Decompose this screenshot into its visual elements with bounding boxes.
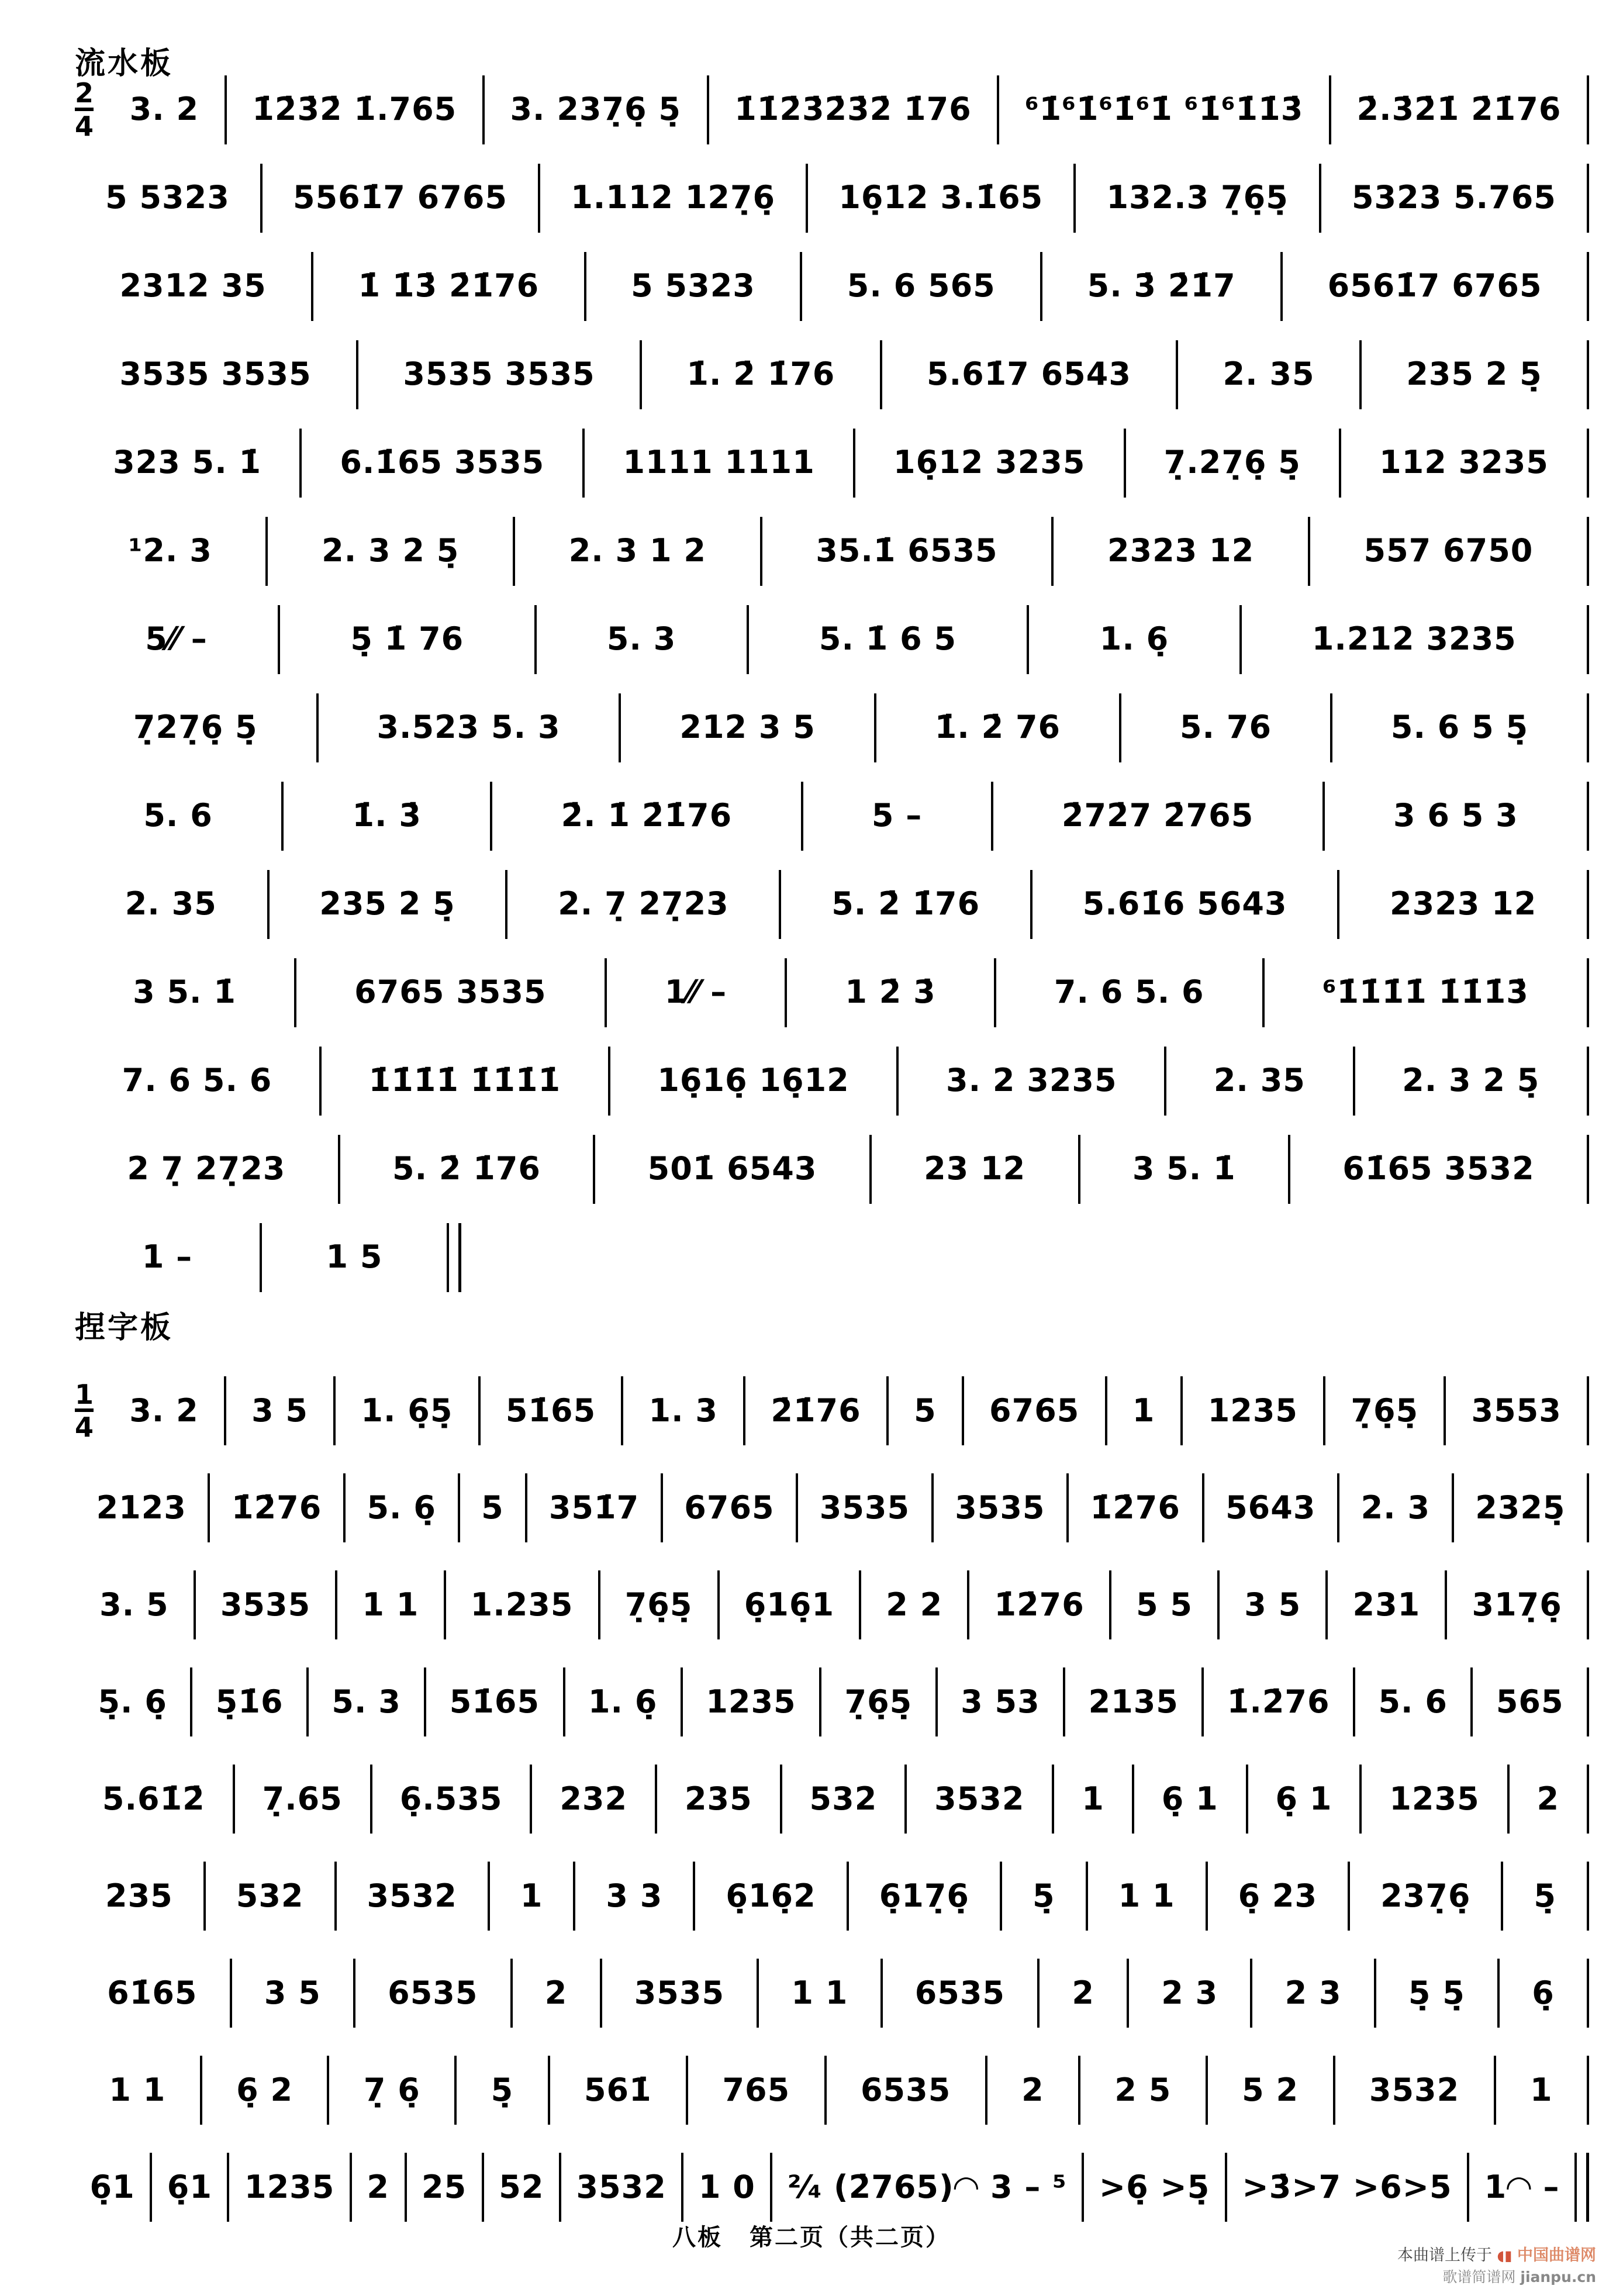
section1-label: 流水板: [75, 46, 174, 81]
measure: 1̇. 3̇: [352, 797, 422, 834]
measure: 5 –: [871, 797, 923, 834]
measure: 3535: [955, 1489, 1045, 1526]
score-line: [75, 1459, 1589, 1556]
measure: 235: [684, 1780, 752, 1817]
measure: 2̇1̇76: [771, 1392, 861, 1429]
measure: 5. 3: [331, 1683, 401, 1720]
barline: [1587, 693, 1589, 762]
measure: 3 5. 1̇: [133, 973, 236, 1011]
watermark-brand: 中国曲谱网: [1517, 2246, 1596, 2264]
measure: 6535: [914, 1974, 1005, 2011]
measure: 132.3 7̣6̣5̣: [1106, 179, 1289, 216]
measure: 1235: [1207, 1392, 1298, 1429]
score-line: [75, 419, 1589, 507]
measure: 1.212 3235: [1311, 620, 1517, 658]
measure: 212 3 5: [679, 709, 816, 746]
score-line: [75, 330, 1589, 419]
measure: 5⁄⁄ –: [145, 620, 208, 658]
score-line: [75, 1848, 1589, 1945]
measure: 1: [1132, 1392, 1155, 1429]
measure: 5323 5.765: [1351, 179, 1556, 216]
time-signature-denominator: 4: [75, 108, 94, 140]
measure: 5. 3: [606, 620, 676, 658]
measure: 7. 6 5. 6: [1054, 973, 1204, 1011]
measure: 2: [1536, 1780, 1560, 1817]
measure: ¹2. 3: [128, 532, 212, 569]
measure: 3535: [634, 1974, 725, 2011]
measure: 5. 6 5 5̣: [1390, 709, 1529, 746]
measure: 2 3: [1284, 1974, 1342, 2011]
watermark-site-line: [1397, 2267, 1596, 2288]
measure: 557 6750: [1363, 532, 1534, 569]
watermark-logo-icon: ◖▮: [1497, 2247, 1513, 2264]
measure: 51̇65: [449, 1683, 540, 1720]
watermark-upload-text: 本曲谱上传于: [1397, 2246, 1492, 2264]
measure: 3 3: [606, 1877, 663, 1914]
measure: 3 5. 1̇: [1132, 1150, 1236, 1187]
measure: 235: [105, 1877, 173, 1914]
score-line: [75, 1213, 1589, 1301]
measure: 3. 5: [99, 1586, 169, 1623]
measure: 6̣ 1: [1275, 1780, 1332, 1817]
barline: [1587, 1047, 1589, 1116]
measure: 3. 2: [129, 1392, 199, 1429]
measure: 2. 3 1 2: [568, 532, 706, 569]
measure: >3̇>7 >6>5: [1242, 2168, 1452, 2205]
measure: 5̣1̇6: [215, 1683, 284, 1720]
measure: 2 7̣ 27̣23: [127, 1150, 286, 1187]
measure: 2135: [1088, 1683, 1179, 1720]
measure: 3535: [220, 1586, 311, 1623]
measure: 5643: [1225, 1489, 1316, 1526]
measure: 2. 35: [125, 885, 217, 923]
measure: 5 5: [1136, 1586, 1193, 1623]
barline: [1587, 2056, 1589, 2125]
watermark-site-name: 歌谱简谱网: [1442, 2269, 1516, 2286]
barline: [1587, 340, 1589, 409]
measure: 1.235: [470, 1586, 574, 1623]
barline: [1587, 1570, 1589, 1639]
measure: 6765: [684, 1489, 775, 1526]
score-line: [75, 65, 1589, 154]
measure: 1: [520, 1877, 543, 1914]
measure: 6̣ 2: [236, 2071, 293, 2108]
measure: 5 5323: [105, 179, 230, 216]
section2-lines: [75, 1362, 1589, 2236]
measure: 1235: [244, 2168, 335, 2205]
measure: 3 6 5 3: [1393, 797, 1518, 834]
measure: 1̇ 1̇3̇ 2̇1̇76: [358, 267, 540, 305]
measure: 2 5: [1114, 2071, 1172, 2108]
measure: 532: [236, 1877, 304, 1914]
measure: 1.112 127̣6̣: [571, 179, 776, 216]
measure: 235 2 5̣: [319, 885, 455, 923]
measure: 2323 12: [1107, 532, 1255, 569]
measure: 1̇2̇76: [994, 1586, 1085, 1623]
measure: 565: [1496, 1683, 1564, 1720]
watermark: [1397, 2244, 1596, 2288]
score-line: [75, 1945, 1589, 2042]
measure: 5̣: [1032, 1877, 1055, 1914]
measure: 765: [722, 2071, 790, 2108]
barline: [1587, 605, 1589, 674]
final-barline: [1574, 2153, 1589, 2222]
measure: 1◠ –: [1484, 2168, 1560, 2205]
measure: 16̣16̣ 16̣12: [657, 1062, 850, 1099]
measure: 5. 2̇ 1̇76: [392, 1150, 541, 1187]
barline: [1587, 75, 1589, 144]
measure: 5: [481, 1489, 504, 1526]
measure: 3535 3535: [403, 355, 595, 393]
score-line: [75, 1556, 1589, 1653]
barline: [1587, 1135, 1589, 1204]
barline: [1587, 782, 1589, 851]
measure: 2: [1072, 1974, 1094, 2011]
section1-lines: [75, 65, 1589, 1301]
measure: 5.61̇7 6543: [927, 355, 1131, 393]
measure: 7̣ 6̣: [363, 2071, 420, 2108]
measure: 5. 3̇ 2̇1̇7: [1087, 267, 1236, 305]
score-line: [75, 1037, 1589, 1125]
measure: 2: [367, 2168, 389, 2205]
measure: 52: [499, 2168, 544, 2205]
measure: 7̣6̣5̣: [1351, 1392, 1419, 1429]
measure: 5. 6 565: [847, 267, 996, 305]
measure: 351̇7: [548, 1489, 640, 1526]
score-line: [75, 154, 1589, 242]
measure: 6765 3535: [354, 973, 547, 1011]
score-line: [75, 948, 1589, 1037]
measure: 6̣1: [89, 2168, 135, 2205]
measure: 1 1: [362, 1586, 419, 1623]
measure: 112 3235: [1379, 444, 1549, 481]
score-line: [75, 860, 1589, 948]
measure: 1235: [706, 1683, 796, 1720]
measure: 2. 35: [1223, 355, 1315, 393]
measure: 532: [809, 1780, 878, 1817]
measure: 237̣6̣: [1380, 1877, 1471, 1914]
score-line: [75, 772, 1589, 860]
page-footer: [0, 2219, 1623, 2252]
measure: 1 0: [698, 2168, 755, 2205]
barline: [1587, 164, 1589, 233]
measure: 2. 35: [1213, 1062, 1306, 1099]
measure: 3535: [819, 1489, 910, 1526]
score-line: [75, 1125, 1589, 1213]
measure: 561̇: [583, 2071, 652, 2108]
measure: 1 2̇ 3̇: [845, 973, 936, 1011]
measure: 1̇1̇2̇3̇2̇3̇2̇ 1̇76: [734, 91, 972, 128]
measure: 1 1: [109, 2071, 166, 2108]
measure: 2: [1021, 2071, 1044, 2108]
measure: ⁶1̇1̇1̇1̇ 1̇1̇1̇3̇: [1322, 973, 1529, 1011]
measure: 3532: [934, 1780, 1025, 1817]
measure: 2325̣: [1475, 1489, 1566, 1526]
measure: ²⁄₄ (2̇765)◠ 3 – ⁵: [787, 2168, 1067, 2205]
score-line: [75, 242, 1589, 330]
watermark-site-url: jianpu.cn: [1520, 2269, 1596, 2286]
barline: [1587, 1959, 1589, 2028]
measure: 25: [422, 2168, 467, 2205]
measure: 7̣.65: [262, 1780, 343, 1817]
time-signature-numerator: 1: [75, 1378, 94, 1410]
measure: 1. 6̣5̣: [361, 1392, 453, 1429]
measure: 3 5: [1244, 1586, 1301, 1623]
measure: 1 1: [791, 1974, 848, 2011]
measure: 2̇.3̇2̇1̇ 2̇1̇76: [1356, 91, 1562, 128]
time-signature: [75, 1380, 94, 1442]
time-signature-numerator: 2: [75, 77, 94, 109]
measure: 6̣ 23: [1238, 1877, 1318, 1914]
score-line: [75, 507, 1589, 595]
barline: [1587, 1473, 1589, 1542]
measure: 1: [1529, 2071, 1553, 2108]
measure: 1111 1111: [623, 444, 815, 481]
measure: 231: [1352, 1586, 1421, 1623]
measure: 5. 1̇ 6 5: [819, 620, 957, 658]
measure: 6535: [388, 1974, 478, 2011]
measure: 2. 3 2 5̣: [322, 532, 460, 569]
score-line: [75, 2042, 1589, 2139]
measure: 2̇. 1̇ 2̇1̇76: [561, 797, 733, 834]
measure: 6̣16̣1: [744, 1586, 835, 1623]
measure: 35.1̇ 6535: [816, 532, 998, 569]
measure: 5̣ 5̣: [1408, 1974, 1465, 2011]
score-line: [75, 683, 1589, 772]
final-barline: [447, 1223, 461, 1292]
measure: 317̣6̣: [1472, 1586, 1562, 1623]
measure: 2̇72̇7 2̇765: [1061, 797, 1254, 834]
measure: 6̣ 1: [1161, 1780, 1218, 1817]
score-line: [75, 1751, 1589, 1848]
score-line: [75, 1362, 1589, 1459]
measure: 1̇2̇3̇2̇ 1̇.765: [252, 91, 457, 128]
measure: 3. 237̣6̣ 5̣: [510, 91, 681, 128]
measure: 232: [560, 1780, 628, 1817]
measure: 1. 6̣: [588, 1683, 658, 1720]
section2-label: 捏字板: [75, 1310, 174, 1345]
measure: 1 5: [326, 1238, 383, 1276]
measure: 2. 3: [1360, 1489, 1431, 1526]
measure: 3. 2 3235: [946, 1062, 1117, 1099]
measure: 1⁄⁄ –: [664, 973, 727, 1011]
measure: ⁶1̇⁶1̇⁶1̇⁶1̇ ⁶1̇⁶1̇1̇3̇: [1024, 91, 1304, 128]
measure: 16̣12 3235: [893, 444, 1086, 481]
measure: 2 2: [886, 1586, 943, 1623]
measure: 1̇2̇76: [232, 1489, 322, 1526]
barline: [1587, 252, 1589, 321]
measure: 5̣ 1̇ 76: [350, 620, 464, 658]
measure: 2123: [96, 1489, 187, 1526]
measure: 6̣1: [167, 2168, 212, 2205]
measure: 1̇1̇1̇1̇ 1̇1̇1̇1̇: [368, 1062, 561, 1099]
measure: 6765: [989, 1392, 1080, 1429]
measure: 5̣. 6̣: [98, 1683, 167, 1720]
measure: 3532: [576, 2168, 667, 2205]
measure: 51̇65: [505, 1392, 596, 1429]
measure: 3. 2: [129, 91, 199, 128]
measure: 2. 7̣ 27̣23: [558, 885, 729, 923]
measure: 2. 3 2 5̣: [1402, 1062, 1540, 1099]
measure: 23 12: [924, 1150, 1026, 1187]
measure: 6.1̇65 3535: [340, 444, 545, 481]
measure: 2: [544, 1974, 568, 2011]
time-signature: [75, 79, 94, 140]
measure: 7̣6̣5̣: [624, 1586, 693, 1623]
measure: 2 3: [1161, 1974, 1218, 2011]
measure: 3 5: [264, 1974, 321, 2011]
time-signature-denominator: 4: [75, 1408, 94, 1441]
barline: [1587, 1862, 1589, 1931]
measure: 5. 6: [1378, 1683, 1448, 1720]
measure: 2323 12: [1390, 885, 1537, 923]
piece-title: 八板: [672, 2224, 723, 2251]
measure: 5561̇7 6765: [293, 179, 507, 216]
measure: 7. 6 5. 6: [122, 1062, 272, 1099]
measure: 61̇65 3532: [1342, 1150, 1535, 1187]
measure: 1 –: [141, 1238, 193, 1276]
page-info: 第二页（共二页）: [750, 2224, 951, 2251]
measure: 1̇. 2̇ 1̇76: [686, 355, 835, 393]
measure: 5.61̇2̇: [102, 1780, 205, 1817]
measure: 1̇. 2̇ 76: [934, 709, 1061, 746]
measure: 61̇65: [107, 1974, 198, 2011]
measure: 3 53: [961, 1683, 1040, 1720]
barline: [1587, 429, 1589, 498]
measure: 6̣16̣2: [726, 1877, 816, 1914]
measure: 3.523 5. 3: [377, 709, 561, 746]
measure: 5 2: [1242, 2071, 1299, 2108]
measure: 5. 76: [1179, 709, 1272, 746]
measure: 3532: [1369, 2071, 1460, 2108]
measure: 5. 6̣: [367, 1489, 436, 1526]
barline: [1587, 517, 1589, 586]
measure: 3 5: [251, 1392, 309, 1429]
measure: 3535 3535: [119, 355, 312, 393]
measure: 1: [1082, 1780, 1104, 1817]
measure: 1̇2̇76: [1090, 1489, 1180, 1526]
measure: 235 2 5̣: [1406, 355, 1542, 393]
watermark-upload-line: [1397, 2244, 1596, 2267]
barline: [1587, 870, 1589, 939]
score-line: [75, 595, 1589, 683]
measure: 1. 3: [648, 1392, 718, 1429]
barline: [1587, 958, 1589, 1027]
measure: 5. 2̇ 1̇76: [831, 885, 980, 923]
measure: 6̣: [1532, 1974, 1555, 2011]
measure: 1235: [1389, 1780, 1480, 1817]
measure: 7̣27̣6̣ 5̣: [133, 709, 258, 746]
measure: 5̣: [491, 2071, 514, 2108]
measure: 6561̇7 6765: [1327, 267, 1542, 305]
measure: 7̣6̣5̣: [844, 1683, 913, 1720]
measure: 5̣: [1534, 1877, 1556, 1914]
barline: [1587, 1376, 1589, 1445]
measure: 3532: [367, 1877, 457, 1914]
barline: [1587, 1667, 1589, 1736]
measure: 1 1: [1118, 1877, 1175, 1914]
measure: 5: [914, 1392, 937, 1429]
measure: 5.61̇6 5643: [1082, 885, 1287, 923]
measure: 1. 6̣: [1099, 620, 1169, 658]
measure: 3553: [1471, 1392, 1562, 1429]
measure: >6̣ >5̣: [1099, 2168, 1210, 2205]
measure: 5 5323: [631, 267, 755, 305]
measure: 1̇.2̇76: [1227, 1683, 1330, 1720]
measure: 323 5. 1̇: [113, 444, 262, 481]
measure: 2312 35: [119, 267, 267, 305]
measure: 6̣.535: [399, 1780, 503, 1817]
measure: 5. 6: [143, 797, 213, 834]
measure: 7̣.27̣6̣ 5̣: [1163, 444, 1301, 481]
score-line: [75, 1653, 1589, 1751]
measure: 501̇ 6543: [647, 1150, 817, 1187]
measure: 6535: [860, 2071, 951, 2108]
measure: 16̣12 3.1̇65: [838, 179, 1044, 216]
measure: 6̣17̣6̣: [879, 1877, 969, 1914]
barline: [1587, 1765, 1589, 1834]
